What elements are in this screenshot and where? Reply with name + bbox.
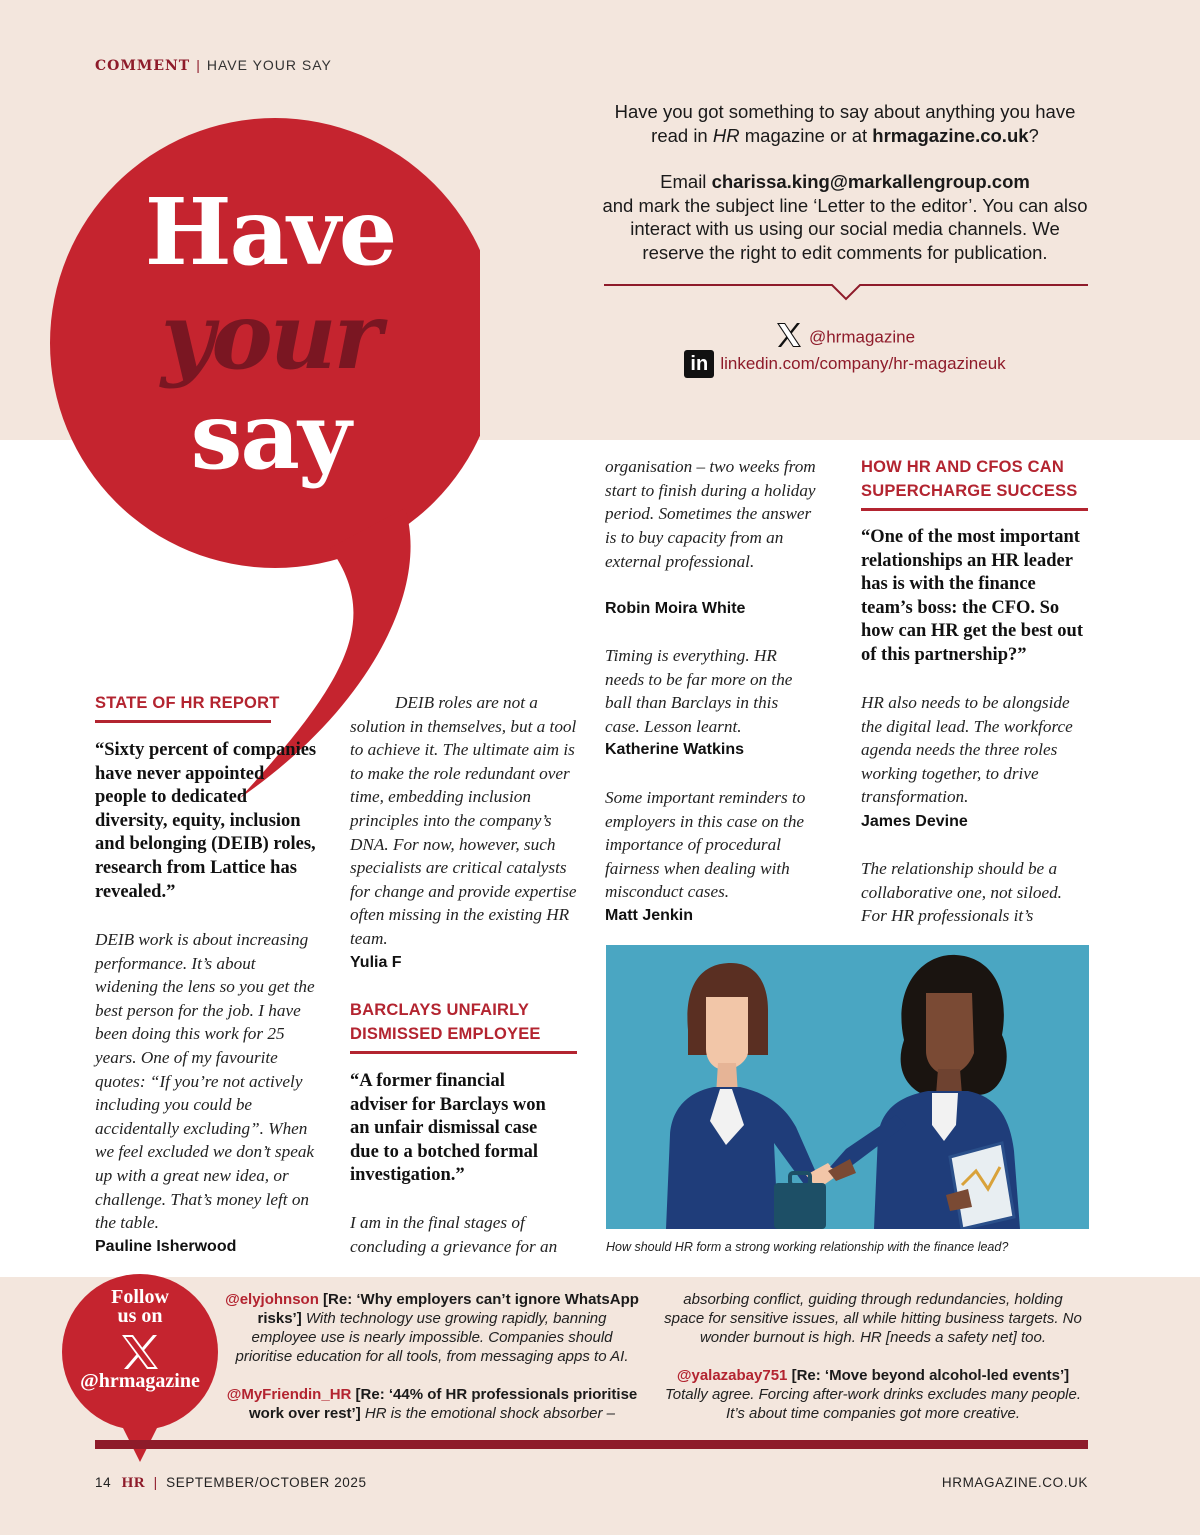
tweet-handle[interactable]: @elyjohnson (225, 1291, 319, 1308)
footer-brand: HR (121, 1475, 146, 1491)
follow-text: Follow us on (111, 1286, 169, 1327)
tweet-myfriendin-part2: absorbing conflict, guiding through redundancies, holding space for sensitive issues, all while hitting business targets. No wonder burnout is high. HR [needs a safety net] too. (664, 1291, 1082, 1346)
x-logo-icon (775, 322, 803, 353)
tweet-handle[interactable]: @MyFriendin_HR (226, 1386, 352, 1403)
section-label (95, 57, 332, 74)
title-your: your (160, 282, 380, 390)
comment-continued: The relationship should be a collaborative one, not siloed. For HR professionals it’s (861, 859, 1062, 926)
section-separator: | (196, 57, 201, 73)
issue-date: SEPTEMBER/OCTOBER 2025 (166, 1475, 367, 1490)
pull-quote-state-of-hr: “Sixty percent of companies have never appointed people to dedicated diversity, equity, inclusion and belonging (DEIB) roles, research from Lattice has revealed.” (95, 740, 317, 902)
heading-barclays: BARCLAYS UNFAIRLY DISMISSED EMPLOYEE (350, 1001, 541, 1043)
page-number: 14 (95, 1475, 112, 1490)
author-katherine: Katherine Watkins (605, 741, 744, 758)
pull-quote-barclays: “A former financial adviser for Barclays won an unfair dismissal case due to a botched formal investigation.” (350, 1071, 546, 1186)
linkedin-url: linkedin.com/company/hr-magazineuk (720, 354, 1006, 373)
tweet-yalazabay: @yalazabay751 [Re: ‘Move beyond alcohol-led events’] Totally agree. Forcing after-work drinks excludes many people. It’s about time companies got more creative. (664, 1367, 1082, 1422)
site-link[interactable]: hrmagazine.co.uk (872, 124, 1029, 146)
author-yulia: Yulia F (350, 954, 402, 971)
comment-james: HR also needs to be alongside the digital lead. The workforce agenda needs the three roles working together, to drive transformation. (861, 693, 1073, 807)
section-name: COMMENT (95, 58, 191, 74)
linkedin-social-row[interactable] (600, 350, 1090, 378)
comment-robin-part2: organisation – two weeks from start to finish during a holiday period. Sometimes the answer is to buy capacity from an external professional. (605, 457, 816, 571)
follow-x-icon (120, 1334, 160, 1375)
x-social-row[interactable] (600, 322, 1090, 353)
comment-katherine: Timing is everything. HR needs to be far more on the ball than Barclays in this case. Lesson learnt. (605, 646, 793, 736)
author-pauline: Pauline Isherwood (95, 1238, 237, 1255)
linkedin-logo-icon: in (684, 350, 714, 378)
footer-left: 14 HR | SEPTEMBER/OCTOBER 2025 (95, 1475, 367, 1491)
comment-matt: Some important reminders to employers in this case on the importance of procedural fairness when dealing with misconduct cases. (605, 788, 806, 902)
tweet-myfriendin-part1: @MyFriendin_HR [Re: ‘44% of HR professionals prioritise work over rest’] HR is the emotional shock absorber – (226, 1386, 638, 1422)
email-link[interactable]: charissa.king@markallengroup.com (711, 171, 1030, 192)
author-robin: Robin Moira White (605, 600, 746, 617)
follow-handle[interactable]: @hrmagazine (80, 1370, 200, 1392)
heading-rule (350, 1051, 577, 1054)
author-matt: Matt Jenkin (605, 907, 694, 924)
intro-divider (604, 280, 1088, 302)
intro-text (600, 100, 1090, 287)
comment-pauline: DEIB work is about increasing performance. It’s about widening the lens so you get the best person for the job. I have been doing this work for 25 years. One of my favourite quotes: “If you’re not actively including you could be accidentally excluding”. When we feel excluded we don’t speak up with a great new idea, or challenge. That’s money left on the table. (95, 930, 315, 1233)
x-handle: @hrmagazine (808, 327, 916, 347)
heading-cfo: HOW HR AND CFOS CAN SUPERCHARGE SUCCESS (861, 458, 1078, 500)
handshake-illustration (606, 945, 1089, 1229)
tweet-handle[interactable]: @yalazabay751 (676, 1367, 788, 1384)
heading-rule (95, 720, 271, 723)
heading-rule (861, 508, 1088, 511)
comment-yulia: DEIB roles are not a solution in themselves, but a tool to achieve it. The ultimate aim is to make the role redundant over time, embedding inclusion principles into the company’s DNA. For now, however, such specialists are critical catalysts for change and provide expertise often missing in the existing HR team. (350, 693, 577, 948)
author-james: James Devine (861, 813, 968, 830)
intro-paragraph-2: Email charissa.king@markallengroup.com and mark the subject line ‘Letter to the editor’. You can also interact with us using our social media channels. We reserve the right to edit comments for publication. (602, 171, 1088, 263)
title-have: Have (144, 178, 396, 286)
image-caption: How should HR form a strong working relationship with the finance lead? (606, 1240, 1009, 1254)
pull-quote-cfo: “One of the most important relationships an HR leader has is with the finance team’s boss: the CFO. So how can HR get the best out of this partnership?” (861, 527, 1083, 665)
heading-state-of-hr: STATE OF HR REPORT (95, 694, 280, 712)
footer-site[interactable]: HRMAGAZINE.CO.UK (941, 1475, 1088, 1490)
title-say: say (190, 382, 350, 490)
section-subtitle: HAVE YOUR SAY (206, 57, 332, 73)
comment-robin-part1: I am in the final stages of concluding a grievance for an (350, 1213, 558, 1256)
intro-paragraph-1: Have you got something to say about anything you have read in HR magazine or at hrmagazine.co.uk? (614, 101, 1076, 146)
tweet-elyjohnson: @elyjohnson [Re: ‘Why employers can’t ignore WhatsApp risks’] With technology use growing rapidly, banning employee use is nearly impossible. Companies should prioritise education for all tools, from messaging apps to AI. (225, 1291, 639, 1365)
footer-bar (95, 1440, 1088, 1449)
